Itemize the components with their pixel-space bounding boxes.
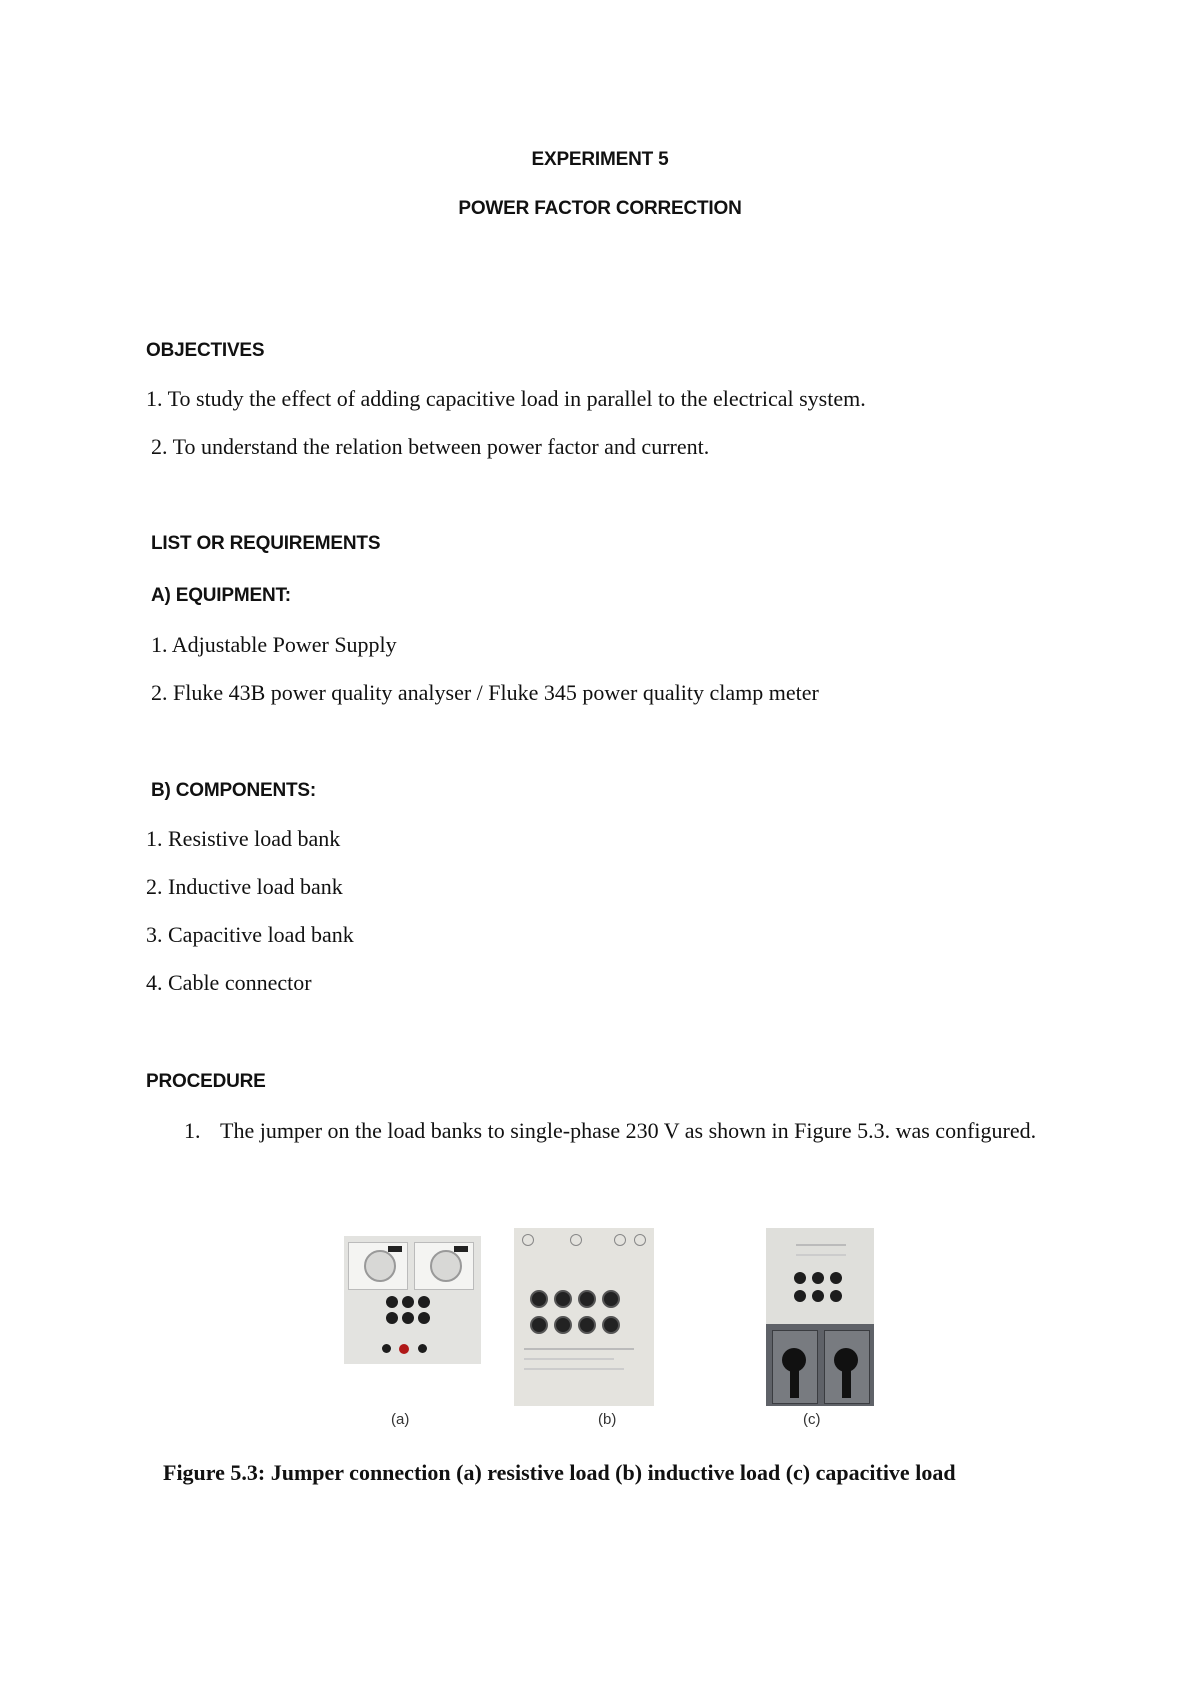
- component-item: 2. Inductive load bank: [146, 874, 343, 899]
- figure-caption: Figure 5.3: Jumper connection (a) resistive load (b) inductive load (c) capacitive load: [163, 1460, 956, 1485]
- capacitive-load-photo: [766, 1228, 874, 1406]
- equipment-item: 2. Fluke 43B power quality analyser / Fluke 345 power quality clamp meter: [151, 680, 819, 705]
- objectives-heading: OBJECTIVES: [146, 340, 265, 361]
- figure-label-b: (b): [598, 1411, 617, 1428]
- equipment-item: 1. Adjustable Power Supply: [151, 632, 397, 657]
- figure-label-a: (a): [391, 1411, 410, 1428]
- equipment-heading: A) EQUIPMENT:: [151, 585, 291, 606]
- requirements-heading: LIST OR REQUIREMENTS: [151, 533, 381, 554]
- page-title: POWER FACTOR CORRECTION: [458, 198, 742, 219]
- objective-item: 2. To understand the relation between power factor and current.: [151, 434, 710, 459]
- component-item: 3. Capacitive load bank: [146, 922, 354, 947]
- resistive-load-photo: [344, 1236, 481, 1364]
- procedure-step: [184, 1115, 1061, 1147]
- procedure-step-text: The jumper on the load banks to single-phase 230 V as shown in Figure 5.3. was configured.: [220, 1118, 1037, 1143]
- procedure-heading: PROCEDURE: [146, 1071, 266, 1092]
- components-heading: B) COMPONENTS:: [151, 780, 317, 801]
- procedure-step-number: 1.: [184, 1118, 201, 1143]
- inductive-load-photo: [514, 1228, 654, 1406]
- objective-item: 1. To study the effect of adding capacitive load in parallel to the electrical system.: [146, 386, 866, 411]
- figure-label-c: (c): [803, 1411, 821, 1428]
- experiment-number: EXPERIMENT 5: [531, 149, 669, 170]
- component-item: 1. Resistive load bank: [146, 826, 341, 851]
- component-item: 4. Cable connector: [146, 970, 312, 995]
